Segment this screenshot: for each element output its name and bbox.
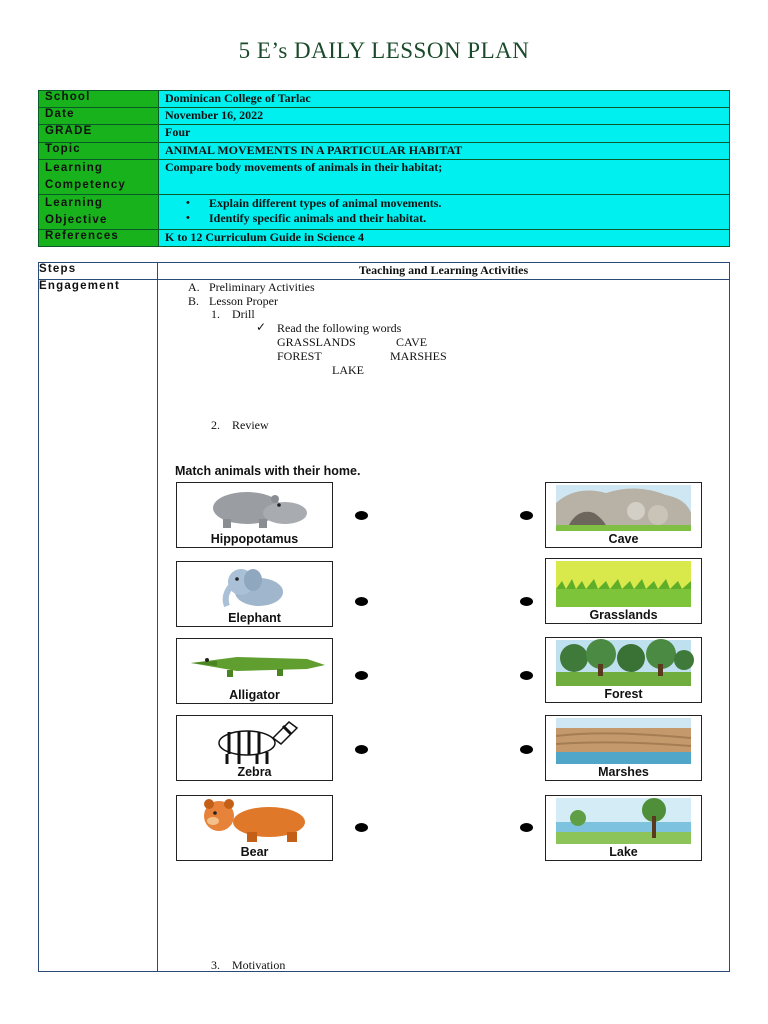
animal-card-zebra — [176, 715, 333, 781]
outline-marker: B. — [188, 294, 200, 308]
habitat-card-marshes — [545, 715, 702, 781]
habitat-label: Marshes — [598, 765, 649, 779]
habitat-card-grasslands — [545, 558, 702, 624]
drill-word: GRASSLANDS — [277, 335, 356, 349]
activities-column-header: Teaching and Learning Activities — [158, 263, 730, 280]
outline-text: Motivation — [232, 958, 286, 972]
info-value — [159, 195, 730, 230]
grasslands-illustration — [546, 559, 701, 609]
info-label: GRADE — [39, 125, 159, 143]
zebra-illustration — [177, 716, 332, 766]
habitat-label: Grasslands — [589, 608, 658, 622]
drill-word: CAVE — [396, 335, 428, 349]
cave-illustration — [546, 483, 701, 533]
checkmark-icon: ✓ — [256, 320, 267, 334]
habitat-label: Cave — [608, 532, 639, 546]
animal-label: Bear — [240, 845, 269, 859]
info-value: November 16, 2022 — [159, 108, 730, 125]
drill-word: FOREST — [277, 349, 322, 363]
objective-item: • Explain different types of animal movements. — [209, 196, 729, 211]
engagement-row — [39, 280, 730, 972]
info-value: Dominican College of Tarlac — [159, 91, 730, 108]
match-dot-right[interactable] — [520, 823, 533, 832]
habitat-card-cave — [545, 482, 702, 548]
animal-card-bear — [176, 795, 333, 861]
marshes-illustration — [546, 716, 701, 766]
match-dot-left[interactable] — [355, 597, 368, 606]
info-row-competency — [39, 160, 730, 195]
activities-cell — [158, 280, 730, 972]
outline-marker: 3. — [211, 958, 220, 972]
animal-label: Elephant — [228, 611, 281, 625]
match-dot-right[interactable] — [520, 671, 533, 680]
drill-word: MARSHES — [390, 349, 447, 363]
info-label: References — [39, 230, 159, 247]
steps-column-header: Steps — [39, 263, 158, 280]
match-dot-left[interactable] — [355, 671, 368, 680]
info-value: K to 12 Curriculum Guide in Science 4 — [159, 230, 730, 247]
match-dot-right[interactable] — [520, 597, 533, 606]
animal-label: Alligator — [229, 688, 280, 702]
matching-worksheet — [173, 460, 713, 870]
animal-label: Hippopotamus — [210, 532, 299, 546]
outline-text: Review — [232, 418, 269, 432]
elephant-illustration — [177, 562, 332, 612]
match-dot-left[interactable] — [355, 745, 368, 754]
habitat-card-forest — [545, 637, 702, 703]
match-dot-left[interactable] — [355, 511, 368, 520]
lesson-info-table — [38, 90, 730, 247]
bear-illustration — [177, 796, 332, 846]
worksheet-title: Match animals with their home. — [175, 464, 361, 478]
hippopotamus-illustration — [177, 483, 332, 533]
animal-card-hippopotamus — [176, 482, 333, 548]
outline-text: Lesson Proper — [209, 294, 278, 308]
habitat-card-lake — [545, 795, 702, 861]
info-label: Learning Competency — [39, 160, 159, 195]
outline-text: Read the following words — [277, 321, 402, 335]
steps-table — [38, 262, 730, 972]
info-value: ANIMAL MOVEMENTS IN A PARTICULAR HABITAT — [159, 143, 730, 160]
info-row-references — [39, 230, 730, 247]
alligator-illustration — [177, 639, 332, 689]
info-row-topic — [39, 143, 730, 160]
habitat-label: Forest — [604, 687, 643, 701]
outline-marker: 2. — [211, 418, 220, 432]
info-label: Learning Objective — [39, 195, 159, 230]
match-dot-left[interactable] — [355, 823, 368, 832]
objective-list — [165, 195, 729, 226]
match-dot-right[interactable] — [520, 745, 533, 754]
outline-text: Preliminary Activities — [209, 280, 315, 294]
stage-label: Engagement — [39, 280, 158, 972]
info-value: Four — [159, 125, 730, 143]
animal-card-elephant — [176, 561, 333, 627]
info-label: Topic — [39, 143, 159, 160]
outline-marker: A. — [188, 280, 200, 294]
page-title: 5 E’s DAILY LESSON PLAN — [238, 38, 530, 63]
info-row-grade — [39, 125, 730, 143]
info-label: School — [39, 91, 159, 108]
animal-label: Zebra — [237, 765, 272, 779]
forest-illustration — [546, 638, 701, 688]
lake-illustration — [546, 796, 701, 846]
drill-word: LAKE — [332, 363, 364, 377]
info-row-school — [39, 91, 730, 108]
info-value: Compare body movements of animals in their habitat; — [159, 160, 730, 195]
info-row-objective — [39, 195, 730, 230]
animal-card-alligator — [176, 638, 333, 704]
match-dot-right[interactable] — [520, 511, 533, 520]
outline-marker: 1. — [211, 307, 220, 321]
steps-header-row — [39, 263, 730, 280]
objective-item: • Identify specific animals and their habitat. — [209, 211, 729, 226]
habitat-label: Lake — [609, 845, 638, 859]
info-row-date — [39, 108, 730, 125]
outline-text: Drill — [232, 307, 255, 321]
info-label: Date — [39, 108, 159, 125]
